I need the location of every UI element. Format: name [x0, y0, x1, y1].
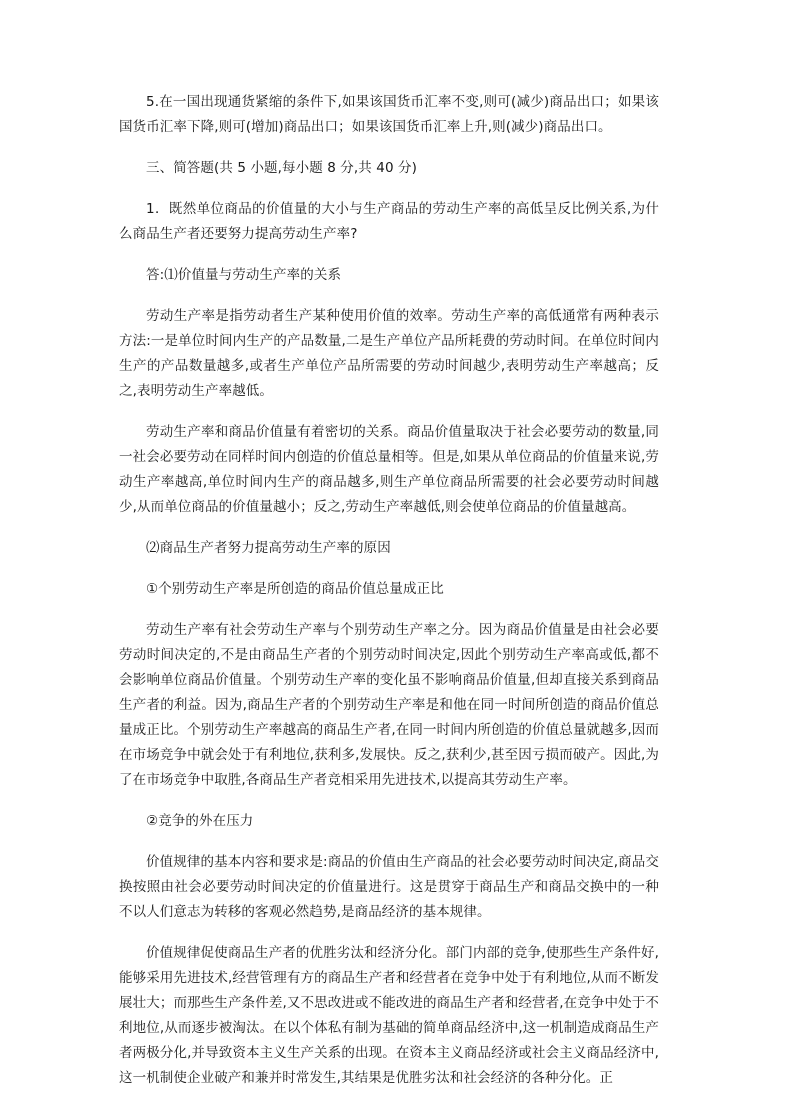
paragraph-competition-differentiation: 价值规律促使商品生产者的优胜劣汰和经济分化。部门内部的竞争,使那些生产条件好,能够采用先进技术,经营管理有方的商品生产者和经营者在竞争中处于有利地位,从而不断发展壮大；而那些生产条件差,又不思改进或不能改进的商品生产者和经营者,在竞争中处于不利地位,从而逐步被淘汰。在以个体私有制为基础的简单商品经济中,这一机制造成商品生产者两极分化,并导致资本主义生产关系的出现。在资本主义商品经济或社会主义商品经济中,这一机制使企业破产和兼并时常发生,其结果是优胜劣汰和社会经济的各种分化。正 — [119, 945, 659, 1086]
paragraph-productivity-value-relation: 劳动生产率和商品价值量有着密切的关系。商品价值量取决于社会必要劳动的数量,同一社会必要劳动在同样时间内创造的价值总量相等。但是,如果从单位商品的价值量来说,劳动生产率越高,单位时间内生产的商品越多,则生产单位商品所需要的社会必要劳动时间越少,从而单位商品的价值量越小；反之,劳动生产率越低,则会使单位商品的价值量越高。 — [119, 424, 659, 515]
section-heading-short-answer: 三、简答题(共 5 小题,每小题 8 分,共 40 分) — [146, 160, 418, 176]
paragraph-individual-productivity: 劳动生产率有社会劳动生产率与个别劳动生产率之分。因为商品价值量是由社会必要劳动时间决定的,不是由商品生产者的个别劳动时间决定,因此个别劳动生产率高或低,都不会影响单位商品价值量。个别劳动生产率的变化虽不影响商品价值量,但却直接关系到商品生产者的利益。因为,商品生产者的个别劳动生产率是和他在同一时间所创造的商品价值总量成正比。个别劳动生产率越高的商品生产者,在同一时间内所创造的价值总量就越多,因而在市场竞争中就会处于有利地位,获利多,发展快。反之,获利少,甚至因亏损而破产。因此,为了在市场竞争中取胜,各商品生产者竞相采用先进技术,以提高其劳动生产率。 — [119, 622, 659, 788]
point-2-heading: ②竞争的外在压力 — [146, 813, 254, 829]
answer-subheading-2: ⑵商品生产者努力提高劳动生产率的原因 — [146, 540, 391, 556]
question-1: 1．既然单位商品的价值量的大小与生产商品的劳动生产率的高低呈反比例关系,为什么商品生产者还要努力提高劳动生产率? — [119, 201, 659, 242]
document-page — [119, 90, 659, 1107]
paragraph-answer-5: 5.在一国出现通货紧缩的条件下,如果该国货币汇率不变,则可(减少)商品出口；如果该国货币汇率下降,则可(增加)商品出口；如果该国货币汇率上升,则(减少)商品出口。 — [119, 94, 659, 135]
paragraph-law-of-value: 价值规律的基本内容和要求是:商品的价值由生产商品的社会必要劳动时间决定,商品交换按照由社会必要劳动时间决定的价值量进行。这是贯穿于商品生产和商品交换中的一种不以人们意志为转移的客观必然趋势,是商品经济的基本规律。 — [119, 854, 659, 920]
paragraph-productivity-definition: 劳动生产率是指劳动者生产某种使用价值的效率。劳动生产率的高低通常有两种表示方法:一是单位时间内生产的产品数量,二是生产单位产品所耗费的劳动时间。在单位时间内生产的产品数量越多,或者生产单位产品所需要的劳动时间越少,表明劳动生产率越高；反之,表明劳动生产率越低。 — [119, 308, 659, 399]
answer-subheading-1: 答:⑴价值量与劳动生产率的关系 — [146, 267, 342, 283]
point-1-heading: ①个别劳动生产率是所创造的商品价值总量成正比 — [146, 581, 444, 597]
